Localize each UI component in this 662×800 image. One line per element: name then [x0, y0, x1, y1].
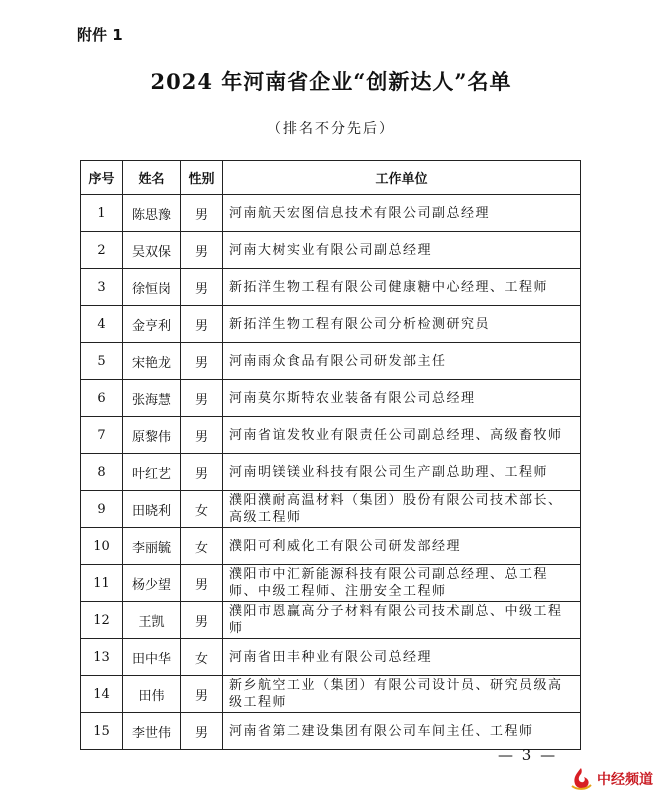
cell-gender: 男	[181, 269, 223, 306]
cell-seq: 3	[81, 269, 123, 306]
cell-seq: 8	[81, 454, 123, 491]
table-row	[81, 417, 581, 454]
table-row	[81, 269, 581, 306]
cell-name: 田伟	[123, 676, 181, 713]
table-row	[81, 380, 581, 417]
cell-gender: 男	[181, 417, 223, 454]
cell-seq: 14	[81, 676, 123, 713]
cell-unit: 河南省第二建设集团有限公司车间主任、工程师	[223, 713, 581, 750]
cell-name: 宋艳龙	[123, 343, 181, 380]
cell-gender: 男	[181, 713, 223, 750]
cell-seq: 2	[81, 232, 123, 269]
cell-unit: 濮阳市恩赢高分子材料有限公司技术副总、中级工程师	[223, 602, 581, 639]
cell-gender: 男	[181, 676, 223, 713]
cell-gender: 男	[181, 565, 223, 602]
cell-gender: 男	[181, 602, 223, 639]
cell-unit: 河南航天宏图信息技术有限公司副总经理	[223, 195, 581, 232]
page-subtitle: （排名不分先后）	[267, 121, 395, 137]
cell-name: 徐恒岗	[123, 269, 181, 306]
cell-unit: 新拓洋生物工程有限公司健康糖中心经理、工程师	[223, 269, 581, 306]
table-row	[81, 491, 581, 528]
header-gender: 性别	[181, 161, 223, 195]
table-body	[81, 195, 581, 750]
cell-unit: 濮阳市中汇新能源科技有限公司副总经理、总工程师、中级工程师、注册安全工程师	[223, 565, 581, 602]
cell-name: 李世伟	[123, 713, 181, 750]
cell-name: 金亨利	[123, 306, 181, 343]
cell-gender: 男	[181, 232, 223, 269]
cell-unit: 新拓洋生物工程有限公司分析检测研究员	[223, 306, 581, 343]
cell-gender: 女	[181, 528, 223, 565]
cell-seq: 13	[81, 639, 123, 676]
cell-name: 吴双保	[123, 232, 181, 269]
cell-unit: 河南雨众食品有限公司研发部主任	[223, 343, 581, 380]
table-row	[81, 602, 581, 639]
cell-unit: 河南莫尔斯特农业装备有限公司总经理	[223, 380, 581, 417]
cell-unit: 濮阳可利威化工有限公司研发部经理	[223, 528, 581, 565]
flame-logo-icon	[568, 766, 594, 792]
cell-seq: 10	[81, 528, 123, 565]
table-header-row	[81, 161, 581, 195]
cell-unit: 新乡航空工业（集团）有限公司设计员、研究员级高级工程师	[223, 676, 581, 713]
header-unit: 工作单位	[223, 161, 581, 195]
cell-seq: 12	[81, 602, 123, 639]
cell-name: 张海慧	[123, 380, 181, 417]
cell-seq: 11	[81, 565, 123, 602]
cell-seq: 4	[81, 306, 123, 343]
cell-name: 陈思豫	[123, 195, 181, 232]
attachment-label: 附件 1	[77, 26, 123, 44]
table-row	[81, 676, 581, 713]
cell-gender: 男	[181, 454, 223, 491]
cell-name: 原黎伟	[123, 417, 181, 454]
table-row	[81, 343, 581, 380]
cell-name: 李丽毓	[123, 528, 181, 565]
cell-seq: 5	[81, 343, 123, 380]
cell-gender: 男	[181, 306, 223, 343]
cell-seq: 7	[81, 417, 123, 454]
cell-gender: 男	[181, 195, 223, 232]
table-row	[81, 565, 581, 602]
cell-unit: 河南明镁镁业科技有限公司生产副总助理、工程师	[223, 454, 581, 491]
cell-gender: 男	[181, 343, 223, 380]
cell-seq: 15	[81, 713, 123, 750]
cell-seq: 1	[81, 195, 123, 232]
table-row	[81, 528, 581, 565]
cell-name: 田中华	[123, 639, 181, 676]
cell-unit: 河南省田丰种业有限公司总经理	[223, 639, 581, 676]
page-title: 2024 年河南省企业“创新达人”名单	[150, 69, 512, 94]
cell-unit: 河南省谊发牧业有限责任公司副总经理、高级畜牧师	[223, 417, 581, 454]
cell-seq: 6	[81, 380, 123, 417]
watermark	[568, 764, 658, 794]
cell-name: 叶红艺	[123, 454, 181, 491]
table-row	[81, 306, 581, 343]
table-row	[81, 713, 581, 750]
cell-name: 田晓利	[123, 491, 181, 528]
cell-gender: 女	[181, 491, 223, 528]
cell-gender: 男	[181, 380, 223, 417]
cell-unit: 河南大树实业有限公司副总经理	[223, 232, 581, 269]
innovators-table	[80, 160, 581, 750]
table-row	[81, 639, 581, 676]
table-row	[81, 454, 581, 491]
header-name: 姓名	[123, 161, 181, 195]
watermark-text: 中经频道	[597, 772, 653, 788]
cell-unit: 濮阳濮耐高温材料（集团）股份有限公司技术部长、高级工程师	[223, 491, 581, 528]
cell-name: 杨少望	[123, 565, 181, 602]
table-row	[81, 195, 581, 232]
cell-name: 王凯	[123, 602, 181, 639]
page-number: — 3 —	[498, 746, 558, 764]
cell-seq: 9	[81, 491, 123, 528]
cell-gender: 女	[181, 639, 223, 676]
header-seq: 序号	[81, 161, 123, 195]
table-row	[81, 232, 581, 269]
